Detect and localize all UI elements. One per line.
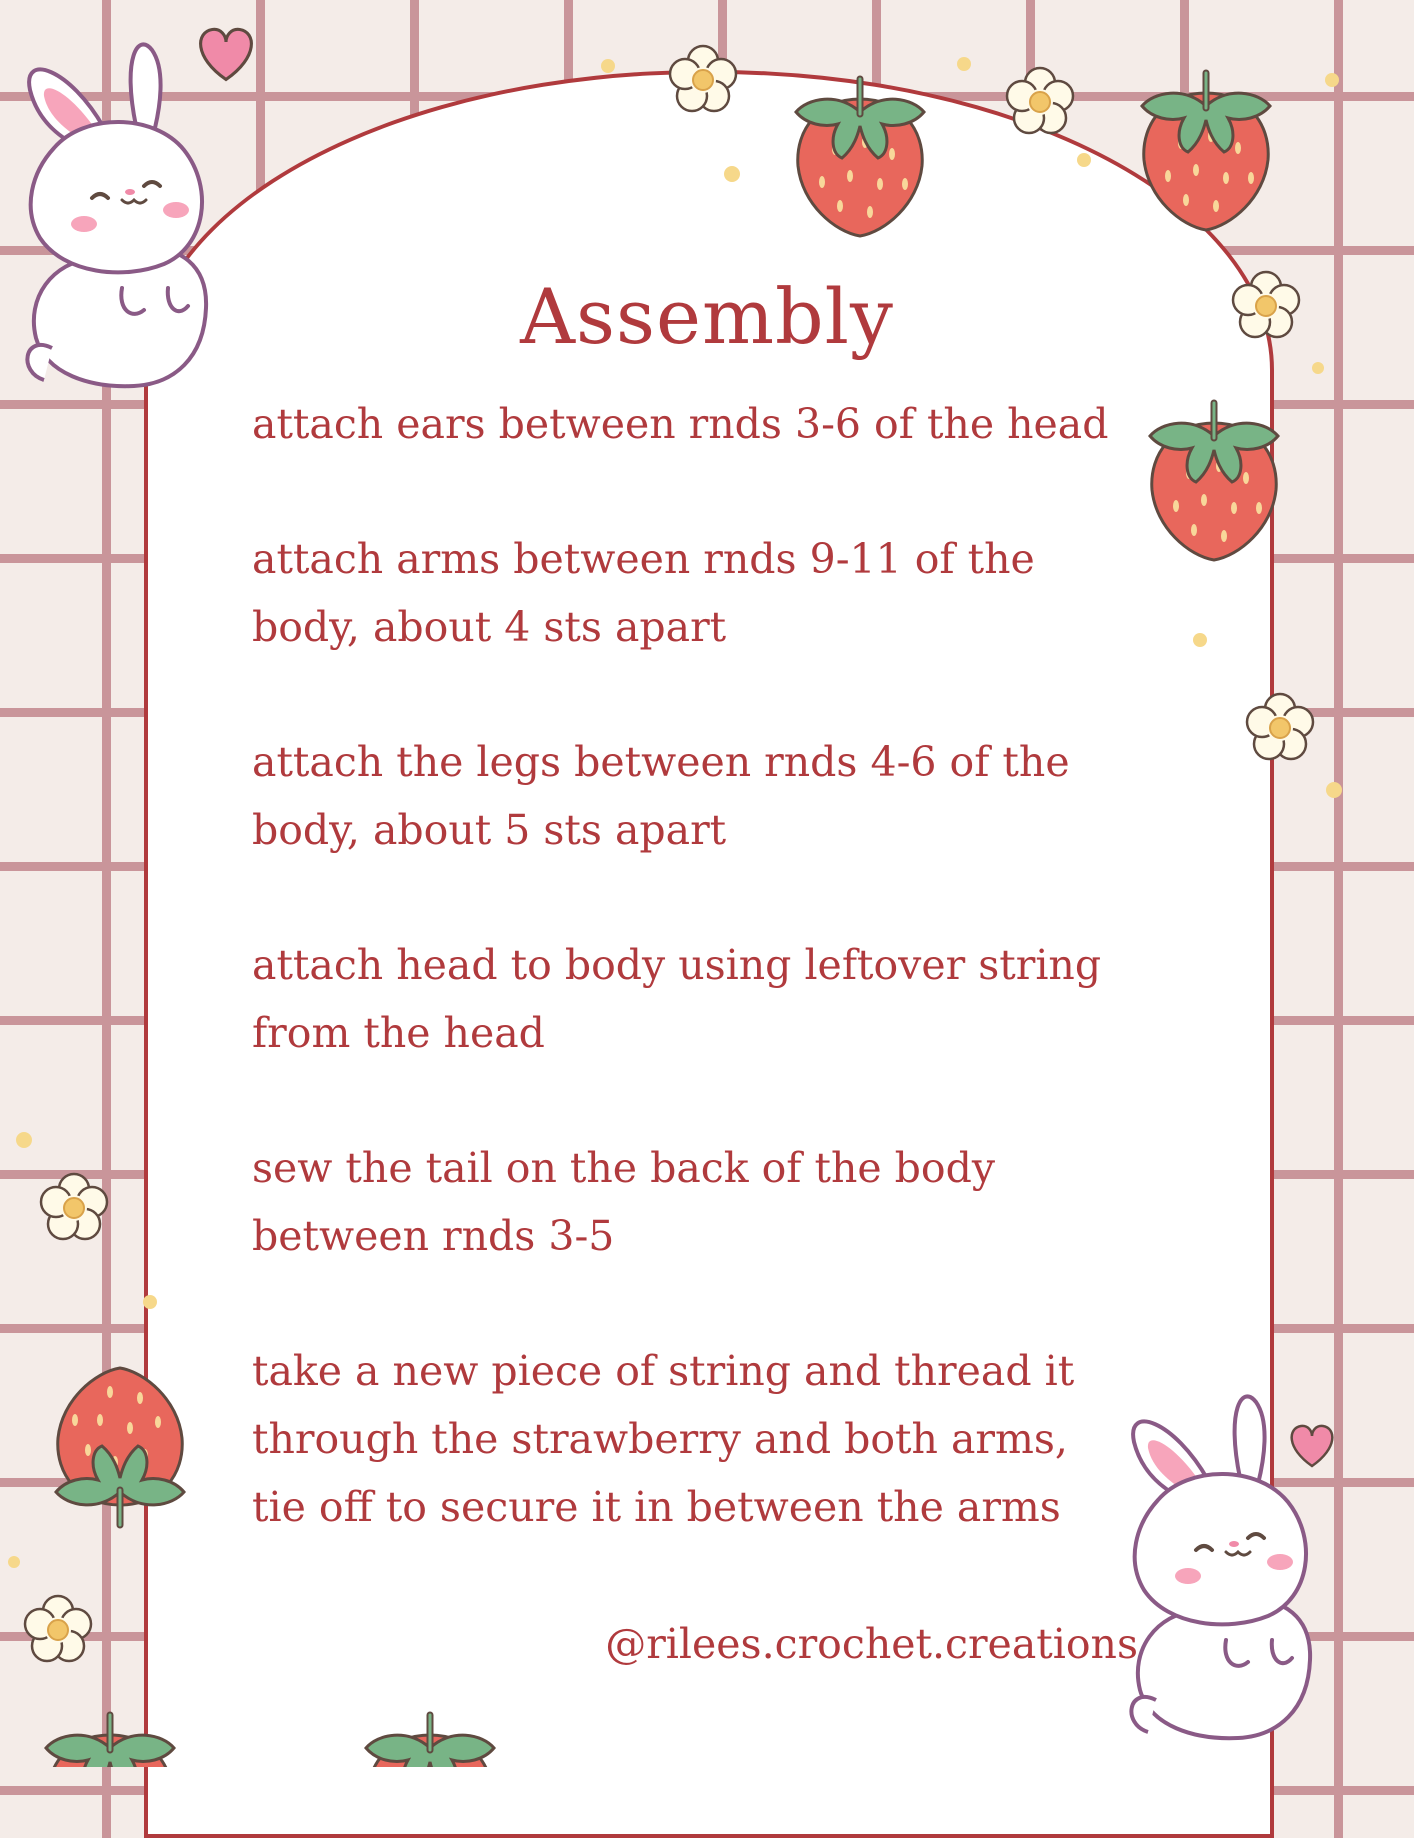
heart-icon [201,29,252,79]
step-item: take a new piece of string and thread it through the strawberry and both arms, tie off to secure it in between the arms [252,1347,1075,1531]
strawberry-icon [1142,73,1270,230]
page-title: Assembly [520,272,894,361]
heart-icon [1292,1426,1333,1466]
step-item: attach arms between rnds 9-11 of the body, about 4 sts apart [252,535,1035,651]
step-item: attach the legs between rnds 4-6 of the body, about 5 sts apart [252,738,1070,854]
flower-icon [670,46,736,111]
step-item: attach head to body using leftover string from the head [252,941,1102,1057]
bunny-illustration [27,44,206,386]
assembly-steps [252,390,1132,1608]
flower-icon [1247,694,1313,759]
strawberry-icon [46,1715,174,1767]
strawberry-icon [1150,403,1278,560]
flower-icon [25,1596,91,1661]
step-item: sew the tail on the back of the body between rnds 3-5 [252,1144,996,1260]
flower-icon [1007,68,1073,133]
flower-icon [41,1174,107,1239]
strawberry-icon [366,1715,494,1767]
strawberry-icon [796,79,924,236]
creator-handle: @rilees.crochet.creations [605,1620,1138,1668]
bunny-illustration [1131,1396,1310,1738]
step-item: attach ears between rnds 3-6 of the head [252,400,1109,448]
flower-icon [1233,272,1299,337]
strawberry-icon [56,1368,184,1525]
